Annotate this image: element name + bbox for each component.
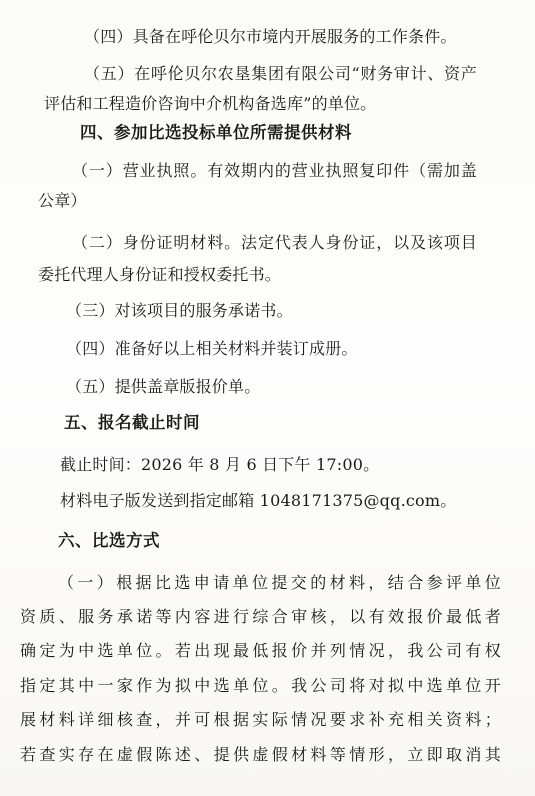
selection-paragraph-line-5: 展材料详细核查，并可根据实际情况要求补充相关资料； — [20, 710, 501, 729]
material-item-1: （一）营业执照。有效期内的营业执照复印件（需加盖 — [72, 161, 477, 180]
material-item-5: （五）提供盖章版报价单。 — [66, 377, 261, 396]
section-heading-5: 五、报名截止时间 — [64, 413, 200, 432]
selection-paragraph-line-1: （一）根据比选申请单位提交的材料，结合参评单位 — [58, 573, 501, 592]
requirement-item-5-cont: 评估和工程造价咨询中介机构备选库”的单位。 — [44, 94, 377, 113]
selection-paragraph-line-6: 若查实存在虚假陈述、提供虚假材料等情形，立即取消其 — [20, 745, 501, 764]
material-item-2-cont: 委托代理人身份证和授权委托书。 — [38, 265, 282, 284]
material-item-2: （二）身份证明材料。法定代表人身份证，以及该项目 — [72, 233, 477, 252]
material-item-4: （四）准备好以上相关材料并装订成册。 — [66, 339, 358, 358]
material-item-1-cont: 公章） — [38, 191, 87, 210]
section-heading-6: 六、比选方式 — [58, 531, 160, 550]
deadline-text: 截止时间：2026 年 8 月 6 日下午 17:00。 — [60, 455, 380, 474]
email-instruction: 材料电子版发送到指定邮箱 1048171375@qq.com。 — [60, 491, 457, 510]
section-heading-4: 四、参加比选投标单位所需提供材料 — [80, 123, 352, 142]
material-item-3: （三）对该项目的服务承诺书。 — [66, 301, 293, 320]
requirement-item-4: （四）具备在呼伦贝尔市境内开展服务的工作条件。 — [84, 27, 457, 46]
requirement-item-5: （五）在呼伦贝尔农垦集团有限公司“财务审计、资产 — [84, 64, 477, 83]
selection-paragraph-line-3: 确定为中选单位。若出现最低报价并列情况，我公司有权 — [20, 641, 501, 660]
selection-paragraph-line-4: 指定其中一家作为拟中选单位。我公司将对拟中选单位开 — [20, 676, 501, 695]
selection-paragraph-line-2: 资质、服务承诺等内容进行综合审核，以有效报价最低者 — [20, 607, 501, 626]
